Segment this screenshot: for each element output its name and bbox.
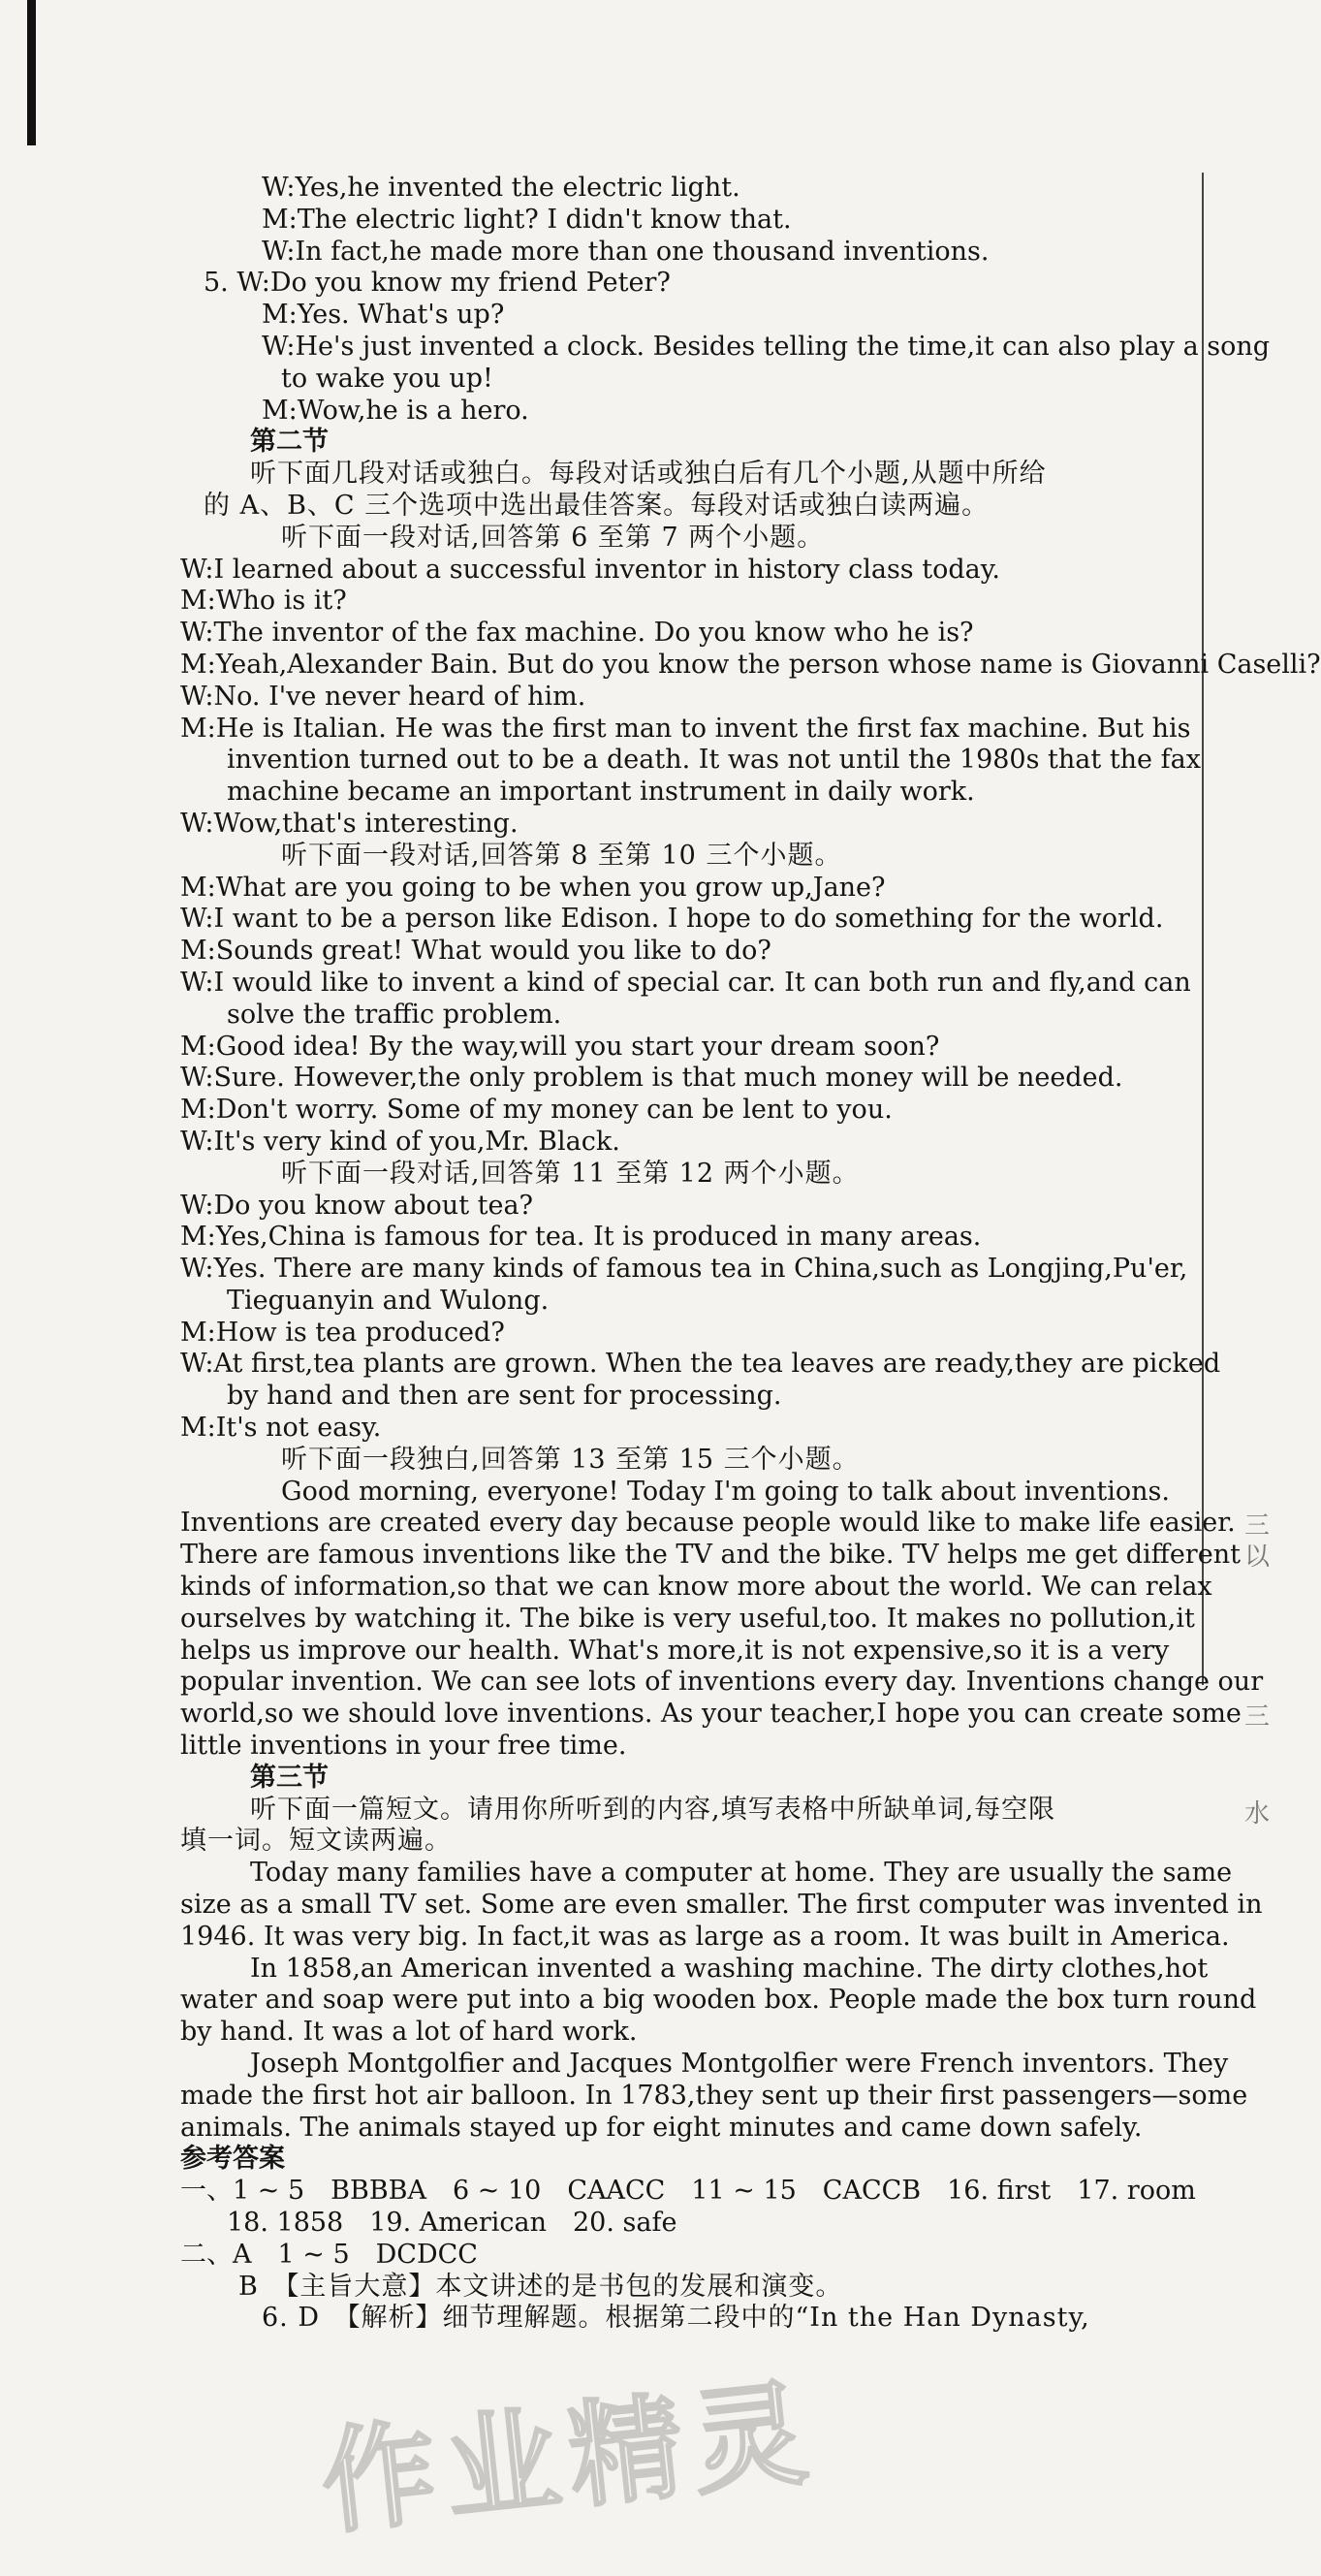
transcript-line: 5. W:Do you know my friend Peter? xyxy=(204,268,671,299)
watermark-logo: 作业精灵 xyxy=(315,2365,823,2551)
section-heading: 第二节 xyxy=(250,427,329,458)
transcript-line: M:The electric light? I didn't know that. xyxy=(262,204,792,235)
transcript-line: M:Sounds great! What would you like to do? xyxy=(180,936,771,967)
transcript-line: W:No. I've never heard of him. xyxy=(180,681,586,712)
edge-glyph: 三 xyxy=(1244,1702,1271,1732)
transcript-line: M:Yes. What's up? xyxy=(262,300,505,331)
passage-line: 1946. It was very big. In fact,it was as large as a room. It was built in America. xyxy=(180,1921,1230,1952)
transcript-line: by hand and then are sent for processing. xyxy=(227,1381,782,1412)
transcript-line: W:Do you know about tea? xyxy=(180,1190,534,1221)
transcript-line: machine became an important instrument in daily work. xyxy=(227,777,975,808)
answer-line: 18. 1858 19. American 20. safe xyxy=(227,2208,677,2238)
transcript-line: W:In fact,he made more than one thousand inventions. xyxy=(262,236,990,267)
transcript-line: M:What are you going to be when you grow up,Jane? xyxy=(180,872,886,903)
section-heading: 第三节 xyxy=(250,1762,329,1793)
instruction-line: 听下面一段对话,回答第 8 至第 10 三个小题。 xyxy=(281,840,842,871)
transcript-line: W:Wow,that's interesting. xyxy=(180,808,519,839)
transcript-line: W:I want to be a person like Edison. I hope to do something for the world. xyxy=(180,904,1164,935)
transcript-line: M:Who is it? xyxy=(180,586,347,617)
transcript-line: to wake you up! xyxy=(281,363,493,394)
transcript-line: M:Don't worry. Some of my money can be lent to you. xyxy=(180,1095,893,1126)
passage-line: In 1858,an American invented a washing machine. The dirty clothes,hot xyxy=(250,1953,1209,1984)
transcript-line: invention turned out to be a death. It was not until the 1980s that the fax xyxy=(227,745,1201,776)
transcript-line: Tieguanyin and Wulong. xyxy=(227,1285,550,1316)
transcript-line: solve the traffic problem. xyxy=(227,999,562,1030)
transcript-line: W:At first,tea plants are grown. When the tea leaves are ready,they are picked xyxy=(180,1349,1221,1380)
passage-line: Today many families have a computer at home. They are usually the same xyxy=(250,1858,1233,1889)
passage-line: Joseph Montgolfier and Jacques Montgolfier were French inventors. They xyxy=(250,2049,1229,2080)
edge-glyph: 水 xyxy=(1244,1799,1271,1829)
transcript-line: W:He's just invented a clock. Besides telling the time,it can also play a song xyxy=(262,331,1271,362)
monologue-line: popular invention. We can see lots of inventions every day. Inventions change our xyxy=(180,1667,1264,1698)
instruction-line: 听下面几段对话或独白。每段对话或独白后有几个小题,从题中所给 xyxy=(250,459,1047,490)
instruction-line: 听下面一段对话,回答第 11 至第 12 两个小题。 xyxy=(281,1158,860,1189)
page-spine-bar xyxy=(27,0,36,145)
transcript-line: M:How is tea produced? xyxy=(180,1317,505,1348)
answer-line: 6. D 【解析】细节理解题。根据第二段中的“In the Han Dynasty, xyxy=(262,2303,1090,2334)
transcript-line: W:The inventor of the fax machine. Do you know who he is? xyxy=(180,618,974,649)
passage-line: animals. The animals stayed up for eight minutes and came down safely. xyxy=(180,2112,1143,2143)
instruction-line: 听下面一篇短文。请用你所听到的内容,填写表格中所缺单词,每空限 xyxy=(250,1794,1056,1825)
monologue-line: helps us improve our health. What's more,it is not expensive,so it is a very xyxy=(180,1635,1170,1666)
monologue-line: little inventions in your free time. xyxy=(180,1731,627,1762)
answer-line: 二、A 1 ~ 5 DCDCC xyxy=(180,2239,478,2270)
transcript-line: M:He is Italian. He was the first man to invent the first fax machine. But his xyxy=(180,713,1191,744)
monologue-line: ourselves by watching it. The bike is very useful,too. It makes no pollution,it xyxy=(180,1603,1195,1634)
transcript-line: W:Sure. However,the only problem is that much money will be needed. xyxy=(180,1063,1123,1094)
instruction-line: 听下面一段独白,回答第 13 至第 15 三个小题。 xyxy=(281,1444,860,1475)
monologue-line: Inventions are created every day because people would like to make life easier. xyxy=(180,1508,1236,1539)
passage-line: water and soap were put into a big wooden box. People made the box turn round xyxy=(180,1985,1257,2016)
transcript-line: M:Wow,he is a hero. xyxy=(262,395,529,426)
transcript-line: M:Good idea! By the way,will you start your dream soon? xyxy=(180,1031,940,1062)
instruction-line: 填一词。短文读两遍。 xyxy=(180,1826,452,1857)
transcript-line: W:I learned about a successful inventor in history class today. xyxy=(180,554,1000,585)
transcript-line: W:I would like to invent a kind of special car. It can both run and fly,and can xyxy=(180,967,1191,998)
monologue-line: There are famous inventions like the TV and the bike. TV helps me get different xyxy=(180,1540,1241,1571)
transcript-line: M:It's not easy. xyxy=(180,1413,382,1444)
edge-glyph: 以 xyxy=(1244,1542,1271,1572)
passage-line: made the first hot air balloon. In 1783,they sent up their first passengers—some xyxy=(180,2080,1248,2111)
answer-line: 一、1 ~ 5 BBBBA 6 ~ 10 CAACC 11 ~ 15 CACCB 16. first 17. room xyxy=(180,2176,1196,2207)
document-page xyxy=(180,173,1321,2335)
edge-glyph: 三 xyxy=(1244,1511,1271,1541)
monologue-line: kinds of information,so that we can know more about the world. We can relax xyxy=(180,1572,1212,1603)
answer-line: B 【主旨大意】本文讲述的是书包的发展和演变。 xyxy=(238,2271,843,2302)
monologue-line: world,so we should love inventions. As your teacher,I hope you can create some xyxy=(180,1699,1242,1730)
monologue-line: Good morning, everyone! Today I'm going to talk about inventions. xyxy=(281,1476,1170,1507)
transcript-line: W:It's very kind of you,Mr. Black. xyxy=(180,1126,620,1157)
answer-key-heading: 参考答案 xyxy=(180,2144,285,2175)
transcript-line: W:Yes,he invented the electric light. xyxy=(262,173,740,203)
transcript-line: M:Yeah,Alexander Bain. But do you know the person whose name is Giovanni Caselli? xyxy=(180,649,1321,680)
transcript-line: W:Yes. There are many kinds of famous tea in China,such as Longjing,Pu'er, xyxy=(180,1254,1188,1285)
next-page-edge xyxy=(1244,0,1271,2576)
instruction-line: 听下面一段对话,回答第 6 至第 7 两个小题。 xyxy=(281,522,825,553)
instruction-line: 的 A、B、C 三个选项中选出最佳答案。每段对话或独白读两遍。 xyxy=(204,490,990,521)
passage-line: by hand. It was a lot of hard work. xyxy=(180,2017,638,2048)
transcript-line: M:Yes,China is famous for tea. It is produced in many areas. xyxy=(180,1222,982,1253)
passage-line: size as a small TV set. Some are even smaller. The first computer was invented in xyxy=(180,1890,1263,1921)
